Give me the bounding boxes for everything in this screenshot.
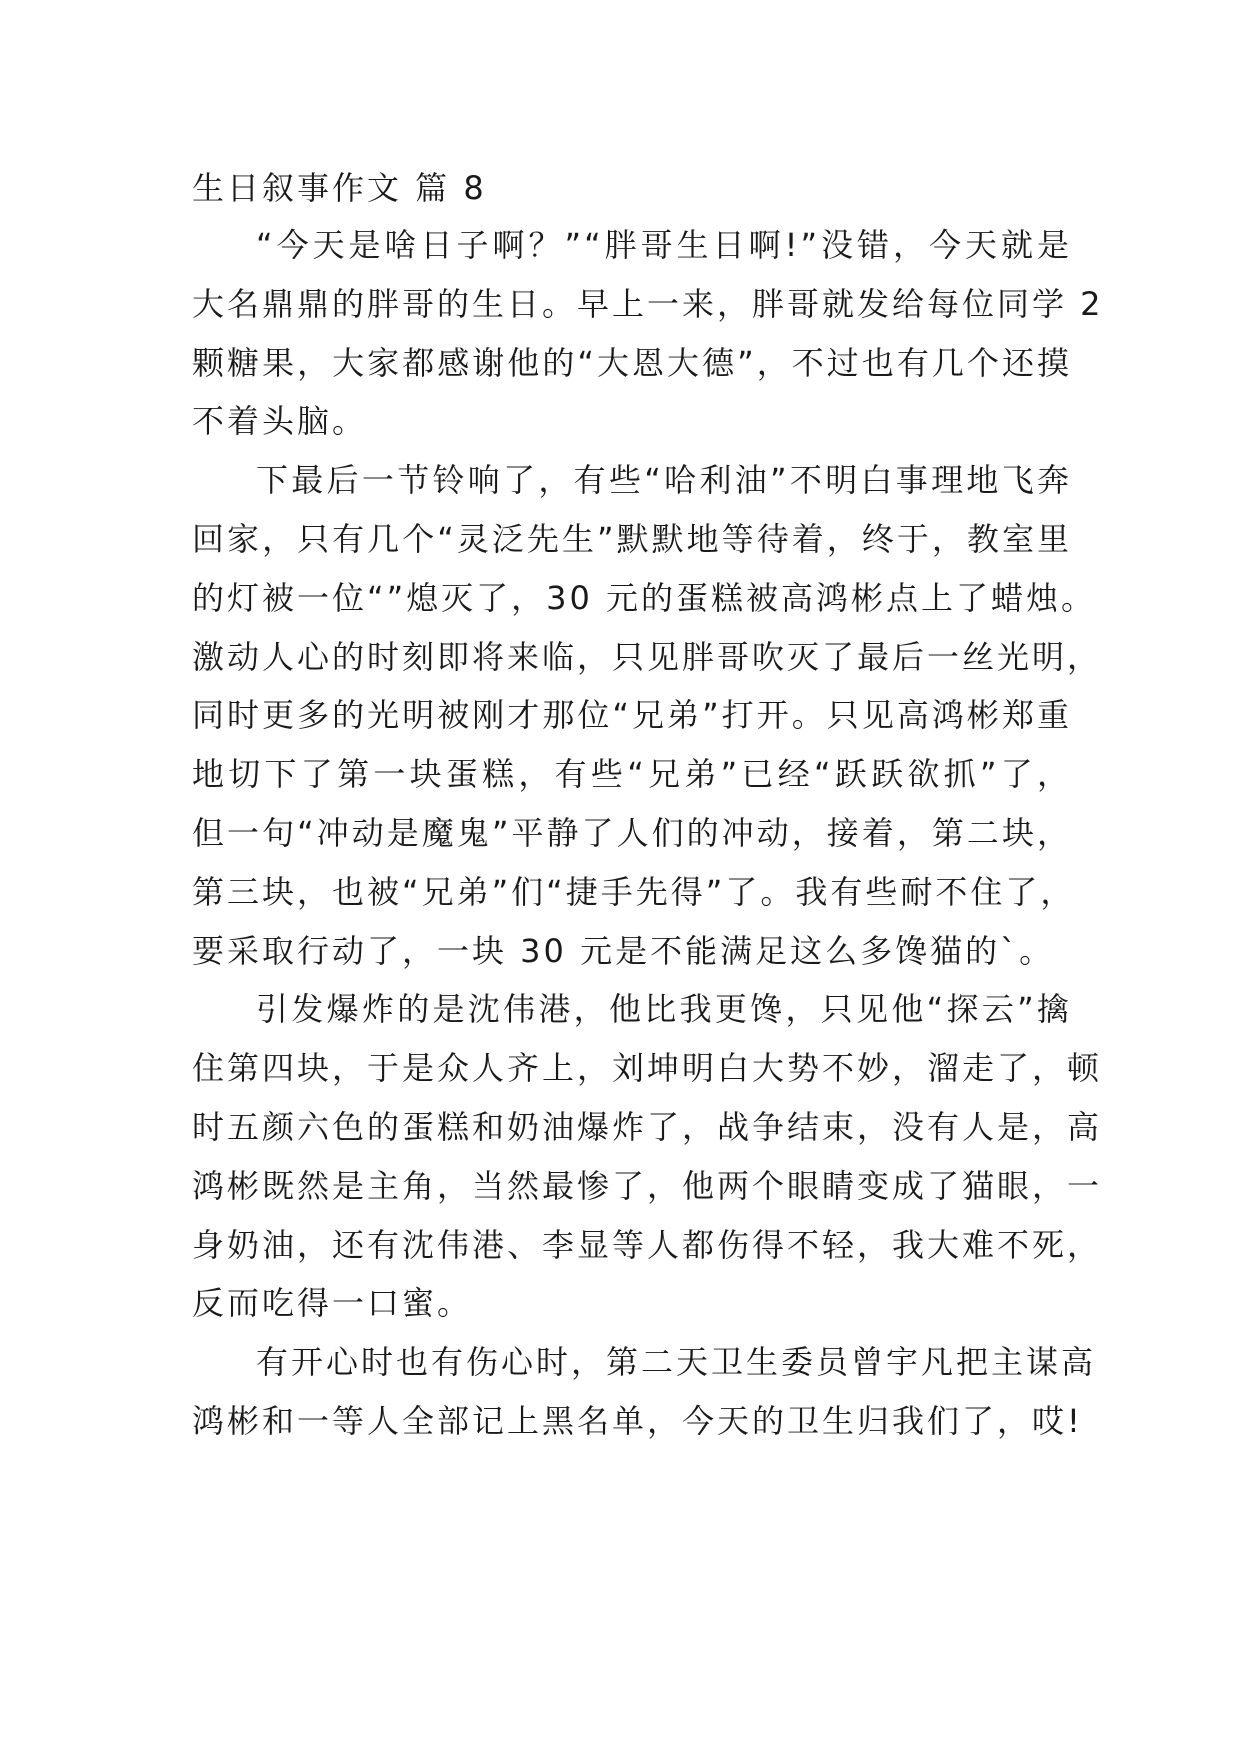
text-line: “今天是啥日子啊？”“胖哥生日啊!”没错，今天就是 — [256, 226, 1072, 264]
text-line: 第三块，也被“兄弟”们“捷手先得”了。我有些耐不住了， — [192, 872, 1076, 911]
text-line: 同时更多的光明被刚才那位“兄弟”打开。只见高鸿彬郑重 — [192, 696, 1072, 735]
paragraph-4 — [192, 1333, 1097, 1451]
text-line: 颗糖果，大家都感谢他的“大恩大德”，不过也有几个还摸 — [192, 343, 1072, 382]
text-line: 要采取行动了，一块 30 元是不能满足这么多馋猫的`。 — [192, 931, 1055, 970]
text-line: 有开心时也有伤心时，第二天卫生委员曾宇凡把主谋高 — [256, 1343, 1097, 1382]
text-line: 下最后一节铃响了，有些“哈利油”不明白事理地飞奔 — [256, 461, 1072, 500]
text-line: 鸿彬既然是主角，当然最惨了，他两个眼睛变成了猫眼，一 — [192, 1166, 1103, 1205]
paragraph-2 — [192, 451, 1103, 980]
essay-body — [192, 160, 1104, 1451]
text-line: 鸿彬和一等人全部记上黑名单，今天的卫生归我们了，哎! — [192, 1401, 1083, 1440]
text-line: 身奶油，还有沈伟港、李显等人都伤得不轻，我大难不死， — [192, 1225, 1103, 1264]
text-line: 反而吃得一口蜜。 — [192, 1284, 473, 1323]
text-line: 不着头脑。 — [192, 402, 368, 441]
paragraph-1 — [192, 216, 1104, 451]
text-line: 激动人心的时刻即将来临，只见胖哥吹灭了最后一丝光明， — [192, 637, 1103, 676]
text-line: 时五颜六色的蛋糕和奶油爆炸了，战争结束，没有人是，高 — [192, 1107, 1103, 1146]
text-line: 引发爆炸的是沈伟港，他比我更馋，只见他“探云”擒 — [256, 990, 1072, 1029]
paragraph-3 — [192, 980, 1103, 1333]
text-line: 但一句“冲动是魔鬼”平静了人们的冲动，接着，第二块， — [192, 813, 1072, 852]
text-line: 住第四块，于是众人齐上，刘坤明白大势不妙，溜走了，顿 — [192, 1049, 1103, 1088]
text-line: 的灯被一位“”熄灭了，30 元的蛋糕被高鸿彬点上了蜡烛。 — [192, 578, 1097, 617]
essay-title: 生日叙事作文 篇 8 — [192, 169, 487, 207]
text-line: 回家，只有几个“灵泛先生”默默地等待着，终于，教室里 — [192, 519, 1072, 558]
text-line: 大名鼎鼎的胖哥的生日。早上一来，胖哥就发给每位同学 2 — [192, 284, 1104, 323]
text-line: 地切下了第一块蛋糕，有些“兄弟”已经“跃跃欲抓”了， — [192, 755, 1072, 794]
